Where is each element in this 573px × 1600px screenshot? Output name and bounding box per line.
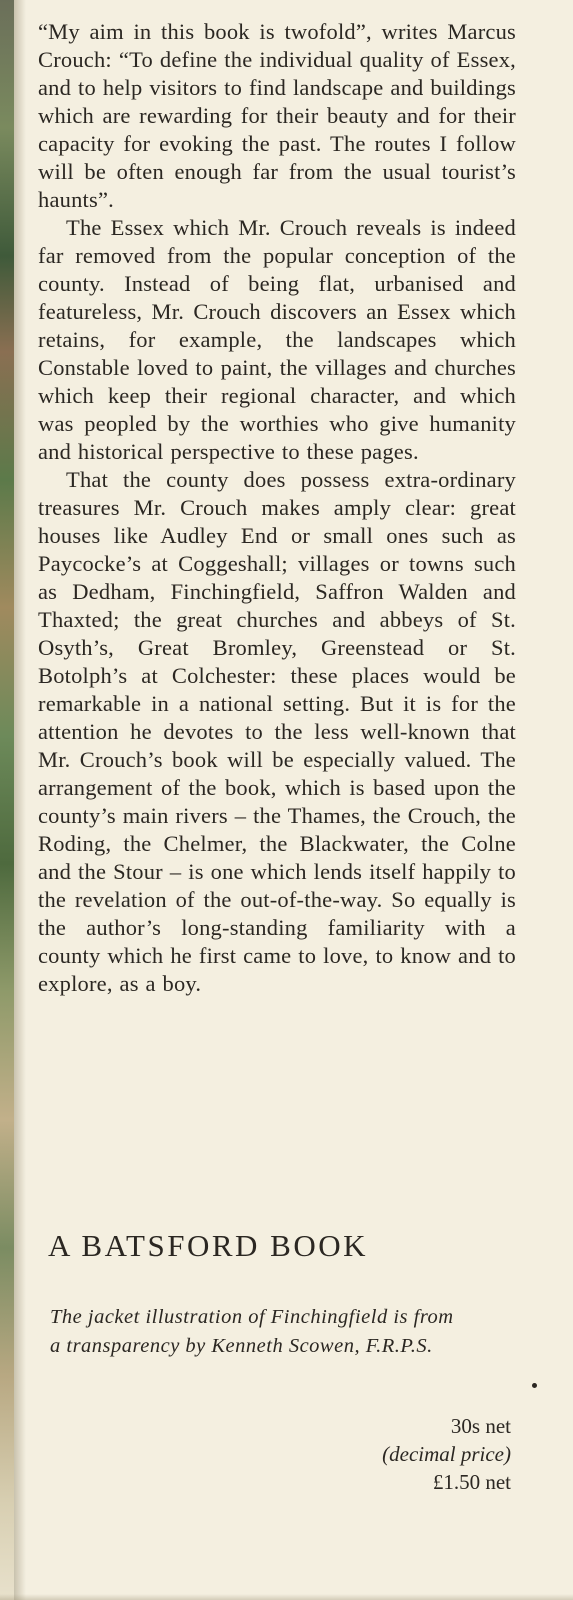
- credit-line-1: The jacket illustration of Finchingfield is from: [50, 1306, 454, 1328]
- page-bottom-edge: [0, 1594, 573, 1600]
- price-block: [382, 1412, 511, 1496]
- jacket-flap-blurb: [38, 18, 516, 998]
- publisher-imprint: A BATSFORD BOOK: [48, 1228, 369, 1263]
- jacket-illustration-credit: [50, 1303, 520, 1361]
- price-old: 30s net: [450, 1414, 511, 1438]
- credit-line-2: a transparency by Kenneth Scowen, F.R.P.S.: [50, 1335, 433, 1357]
- jacket-fold-shadow: [14, 0, 26, 1600]
- blurb-paragraph-3: That the county does possess extra-ordinary treasures Mr. Crouch makes amply clear: great houses like Audley End or small ones such as Paycocke’s at Coggeshall; villages or towns such as Dedham, Finchingfield, Saffron Walden and Thaxted; the great churches and abbeys of St. Osyth’s, Great Bromley, Greenstead or St. Botolph’s at Colchester: these places would be remarkable in a national setting. But it is for the attention he devotes to the less well-known that Mr. Crouch’s book will be especially valued. The arrangement of the book, which is based upon the county’s main rivers – the Thames, the Crouch, the Roding, the Chelmer, the Blackwater, the Colne and the Stour – is one which lends itself happily to the revelation of the out-of-the-way. So equally is the author’s long-standing familiarity with a county which he first came to love, to know and to explore, as a boy.: [38, 467, 516, 996]
- price-new: £1.50 net: [432, 1470, 511, 1494]
- ink-speck: [532, 1383, 537, 1388]
- blurb-paragraph-1: “My aim in this book is twofold”, writes Marcus Crouch: “To define the individual quality of Essex, and to help visitors to find landscape and buildings which are rewarding for their beauty and for their capacity for evoking the past. The routes I follow will be often enough far from the usual tourist’s haunts”.: [38, 19, 516, 212]
- blurb-paragraph-2: The Essex which Mr. Crouch reveals is indeed far removed from the popular conception of the county. Instead of being flat, urbanised and featureless, Mr. Crouch discovers an Essex which retains, for example, the landscapes which Constable loved to paint, the villages and churches which keep their regional character, and which was peopled by the worthies who give humanity and historical perspective to these pages.: [38, 215, 516, 464]
- jacket-illustration-edge: [0, 0, 14, 1600]
- price-decimal-label: (decimal price): [382, 1442, 511, 1466]
